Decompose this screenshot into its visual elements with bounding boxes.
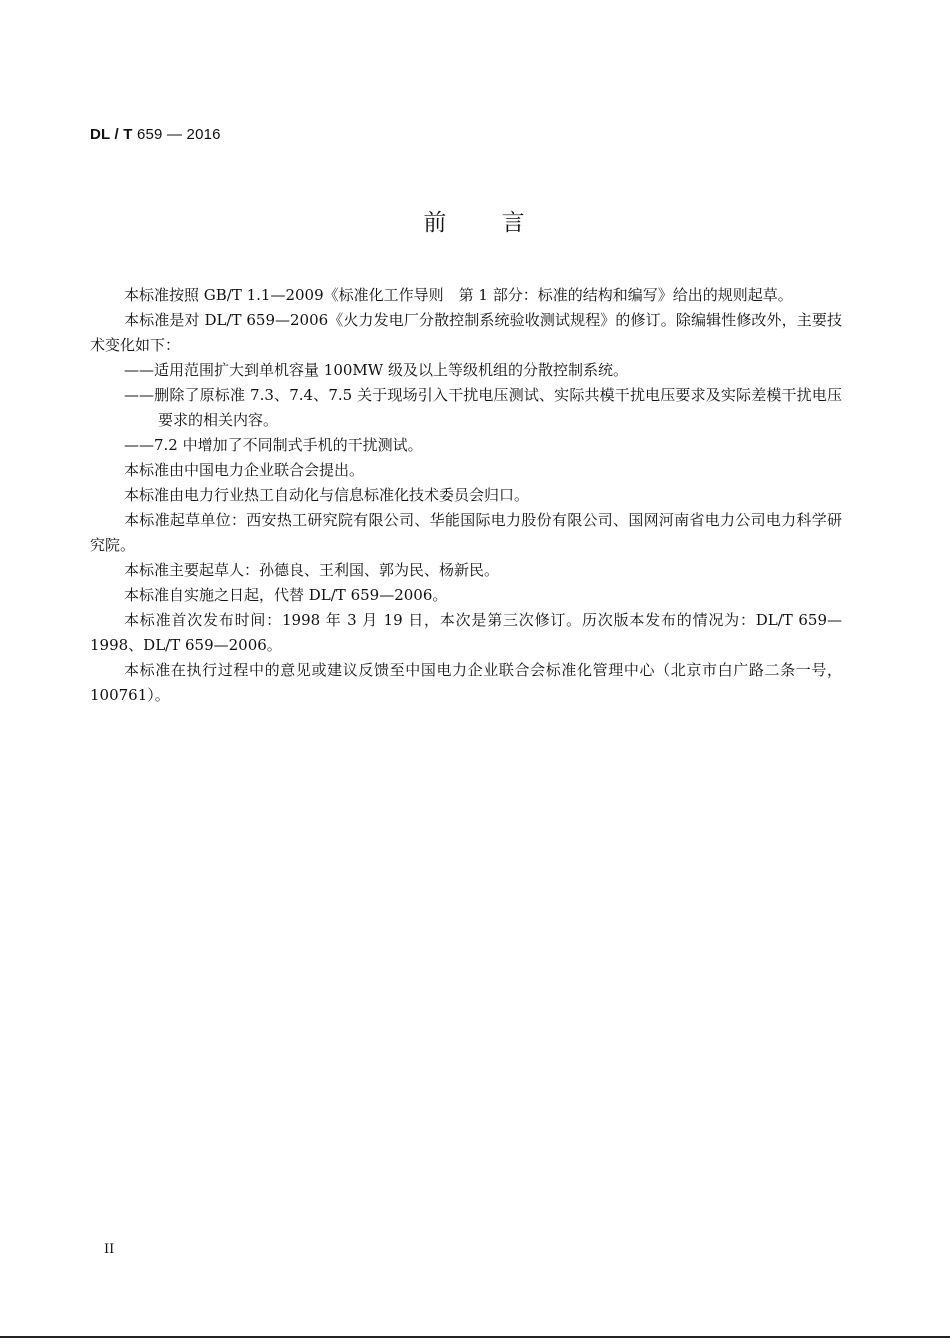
paragraph-drafters: 本标准主要起草人：孙德良、王利国、郭为民、杨新民。 xyxy=(124,561,500,579)
change-item-added: ——7.2 中增加了不同制式手机的干扰测试。 xyxy=(124,436,423,454)
paragraph-proposer: 本标准由中国电力企业联合会提出。 xyxy=(124,461,365,479)
change-item-scope: ——适用范围扩大到单机容量 100MW 级及以上等级机组的分散控制系统。 xyxy=(124,361,628,379)
standard-prefix: DL / T xyxy=(90,126,133,143)
change-item-deleted: ——删除了原标准 7.3、7.4、7.5 关于现场引入干扰电压测试、实际共模干扰电压要求及实际差模干扰电压要求的相关内容。 xyxy=(124,386,842,429)
page-title: 前 言 xyxy=(423,210,527,236)
paragraph-drafting-rules: 本标准按照 GB/T 1.1—2009《标准化工作导则 第 1 部分：标准的结构和编写》给出的规则起草。 xyxy=(124,286,793,304)
paragraph-revision: 本标准是对 DL/T 659—2006《火力发电厂分散控制系统验收测试规程》的修订。除编辑性修改外，主要技术变化如下： xyxy=(90,311,842,354)
paragraph-committee: 本标准由电力行业热工自动化与信息标准化技术委员会归口。 xyxy=(124,486,530,504)
paragraph-history: 本标准首次发布时间：1998 年 3 月 19 日，本次是第三次修订。历次版本发布的情况为：DL/T 659—1998、DL/T 659—2006。 xyxy=(90,611,842,654)
paragraph-feedback: 本标准在执行过程中的意见或建议反馈至中国电力企业联合会标准化管理中心（北京市白广路二条一号，100761）。 xyxy=(90,661,842,704)
paragraph-replaces: 本标准自实施之日起，代替 DL/T 659—2006。 xyxy=(124,586,448,604)
bottom-divider xyxy=(0,1336,950,1338)
standard-number-rest: 659 — 2016 xyxy=(132,126,221,143)
paragraph-drafting-units: 本标准起草单位：西安热工研究院有限公司、华能国际电力股份有限公司、国网河南省电力公司电力科学研究院。 xyxy=(90,511,842,554)
standard-number xyxy=(90,126,221,143)
page-number: II xyxy=(104,1242,115,1257)
foreword-body xyxy=(90,283,842,708)
